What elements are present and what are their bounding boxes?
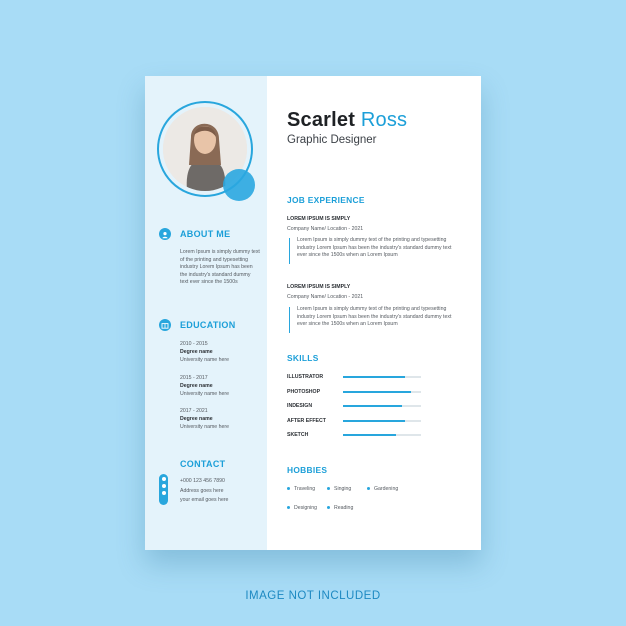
skill-name: PHOTOSHOP	[287, 388, 321, 395]
first-name: Scarlet	[287, 109, 356, 131]
education-degree: Degree name	[180, 383, 213, 389]
resume-role: Graphic Designer	[287, 134, 377, 146]
contact-icon-bar	[159, 474, 168, 505]
education-years: 2017 - 2021	[180, 408, 208, 414]
hobby-label: Designing	[294, 505, 318, 511]
about-title: ABOUT ME	[180, 229, 231, 239]
skill-row	[287, 374, 423, 382]
hobby-label: Traveling	[294, 486, 316, 492]
location-icon	[162, 484, 166, 488]
job-description-text: Lorem Ipsum is simply dummy text of the printing and typesetting industry Lorem Ipsum has been the industry's standard dummy text ever since the 1500s when an Lorem Ipsum	[297, 237, 452, 259]
job-description	[287, 237, 457, 260]
book-icon	[159, 319, 171, 331]
skill-bar-track	[343, 420, 421, 422]
hobby-item	[367, 486, 398, 492]
skill-name: AFTER EFFECT	[287, 417, 326, 424]
skill-bar-fill	[343, 434, 396, 436]
skill-bar-fill	[343, 420, 405, 422]
education-item	[180, 374, 229, 398]
contact-details	[180, 477, 228, 506]
skill-row	[287, 403, 423, 411]
skill-name: INDESIGN	[287, 403, 313, 410]
skill-bar-track	[343, 376, 421, 378]
last-name: Ross	[360, 109, 408, 131]
skills-title: SKILLS	[287, 353, 319, 363]
resume-page	[145, 76, 481, 550]
hobby-item	[287, 486, 315, 492]
bullet-dot	[287, 487, 290, 490]
resume-name	[287, 109, 407, 132]
skill-name: ILLUSTRATOR	[287, 374, 324, 380]
bullet-dot	[287, 506, 290, 509]
hobby-label: Reading	[334, 505, 354, 511]
hobby-item	[327, 486, 351, 492]
job-title: LOREM IPSUM IS SIMPLY	[287, 284, 351, 290]
job-description-text: Lorem Ipsum is simply dummy text of the printing and typesetting industry Lorem Ipsum has been the industry's standard dummy text ever since the 1500s when an Lorem Ipsum	[297, 306, 452, 328]
education-university: University name here	[180, 357, 230, 363]
education-item	[180, 340, 229, 364]
contact-address: Address goes here	[180, 487, 224, 494]
contact-phone: +000 123 456 7890	[180, 478, 225, 484]
hobby-item	[327, 505, 353, 511]
hobby-label: Gardening	[374, 486, 399, 492]
job-meta: Company Name/ Location - 2021	[287, 226, 364, 232]
skill-bar-fill	[343, 376, 405, 378]
job-divider	[289, 307, 290, 333]
contact-title: CONTACT	[180, 459, 226, 469]
email-icon	[162, 491, 166, 495]
hobby-item	[287, 505, 317, 511]
job-description	[287, 306, 457, 329]
bullet-dot	[327, 506, 330, 509]
skill-row	[287, 432, 423, 440]
education-title: EDUCATION	[180, 320, 236, 330]
education-item	[180, 407, 229, 431]
resume-sidebar	[145, 76, 267, 550]
education-degree: Degree name	[180, 349, 213, 355]
skill-bar-track	[343, 405, 421, 407]
contact-email: your email goes here	[180, 497, 229, 503]
image-not-included-note: IMAGE NOT INCLUDED	[245, 590, 381, 602]
education-university: University name here	[180, 424, 230, 430]
bullet-dot	[367, 487, 370, 490]
bullet-dot	[327, 487, 330, 490]
education-years: 2010 - 2015	[180, 341, 208, 347]
skill-row	[287, 418, 423, 426]
skill-bar-fill	[343, 405, 402, 407]
photo-accent-circle	[223, 169, 255, 201]
education-university: University name here	[180, 391, 230, 397]
hobby-label: Singing	[334, 486, 352, 492]
skill-bar-track	[343, 434, 421, 436]
skill-name: SKETCH	[287, 432, 309, 439]
user-icon	[159, 228, 171, 240]
about-text: Lorem Ipsum is simply dummy text of the printing and typesetting industry Lorem Ipsum has been the industry's standard dummy text ever since the 1500s	[180, 249, 260, 286]
skill-bar-fill	[343, 391, 411, 393]
experience-title: JOB EXPERIENCE	[287, 195, 365, 205]
phone-icon	[162, 477, 166, 481]
skill-row	[287, 389, 423, 397]
job-title: LOREM IPSUM IS SIMPLY	[287, 216, 351, 222]
job-meta: Company Name/ Location - 2021	[287, 294, 364, 300]
hobbies-title: HOBBIES	[287, 465, 328, 475]
education-degree: Degree name	[180, 416, 213, 422]
job-divider	[289, 238, 290, 264]
skill-bar-track	[343, 391, 421, 393]
education-years: 2015 - 2017	[180, 375, 208, 381]
